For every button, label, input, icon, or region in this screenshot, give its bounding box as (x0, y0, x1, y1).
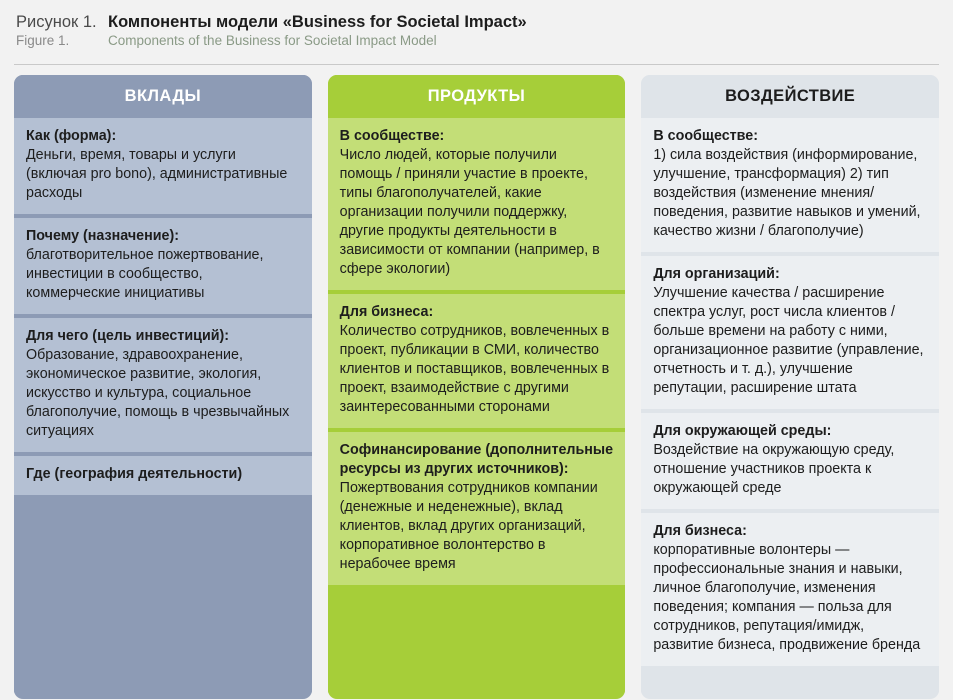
column-impact (641, 75, 939, 699)
cell-impact-organizations (641, 252, 939, 409)
cell-lead: Почему (назначение): (26, 227, 180, 244)
cell-lead: Для организаций: (653, 265, 780, 282)
cell-lead: Для чего (цель инвестиций): (26, 327, 230, 344)
column-header-outputs: ПРОДУКТЫ (328, 75, 626, 118)
column-inputs (14, 75, 312, 699)
caption-en-title: Components of the Business for Societal Impact Model (108, 32, 437, 48)
cell-body: Деньги, время, товары и услуги (включая pro bono), административные расходы (26, 146, 288, 201)
column-header-impact: ВОЗДЕЙСТВИЕ (641, 75, 939, 118)
caption-ru-label: Рисунок 1. (16, 13, 97, 31)
column-cells-inputs (14, 118, 312, 699)
column-cells-impact (641, 118, 939, 699)
cell-lead: Софинансирование (дополнительные ресурсы из других источников): (339, 441, 614, 477)
cell-lead: В сообществе: (339, 127, 445, 144)
column-outputs (328, 75, 626, 699)
cell-lead: Для бизнеса: (653, 522, 747, 539)
cell-outputs-business (328, 290, 626, 428)
cell-lead: Для бизнеса: (339, 303, 434, 320)
column-spacer (14, 495, 312, 693)
caption-english (16, 33, 939, 50)
cell-impact-community (641, 118, 939, 252)
cell-inputs-how (14, 118, 312, 214)
cell-inputs-purpose (14, 314, 312, 452)
cell-body: благотворительное пожертвование, инвестиции в сообщество, коммерческие инициативы (26, 246, 264, 301)
cell-lead: Как (форма): (26, 127, 117, 144)
figure-caption (14, 12, 939, 56)
cell-body: Число людей, которые получили помощь / приняли участие в проекте, типы благополучателей, какие организации получили поддержку, другие продукты деятельности в зависимости от компании (например, в сфере экологии) (339, 146, 600, 277)
cell-lead: Где (география деятельности) (26, 465, 243, 482)
cell-lead: В сообществе: (653, 127, 758, 144)
cell-body: Количество сотрудников, вовлеченных в проект, публикации в СМИ, количество клиентов и поставщиков, вовлеченных в проект, взаимодействие с другими заинтересованными сторонами (339, 322, 610, 415)
cell-impact-environment (641, 409, 939, 509)
caption-divider (14, 64, 939, 65)
cell-body: Образование, здравоохранение, экономическое развитие, экология, искусство и культура, социальное благополучие, помощь в чрезвычайных ситуациях (26, 346, 290, 439)
column-spacer (641, 666, 939, 693)
cell-outputs-community (328, 118, 626, 290)
cell-impact-business (641, 509, 939, 666)
cell-body: Улучшение качества / расширение спектра услуг, рост числа клиентов / больше времени на работу с ними, организационное развитие (управление, отчетность и т. д.), улучшение репутации, расширение штата (653, 284, 924, 396)
caption-ru-title: Компоненты модели «Business for Societal Impact» (108, 13, 527, 31)
caption-en-label: Figure 1. (16, 32, 70, 48)
column-header-inputs: ВКЛАДЫ (14, 75, 312, 118)
cell-inputs-where (14, 452, 312, 495)
cell-outputs-cofinancing (328, 428, 626, 585)
cell-lead: Для окружающей среды: (653, 422, 832, 439)
cell-body: 1) сила воздействия (информирование, улучшение, трансформация) 2) тип воздействия (изменение мнения/поведения, развитие навыков и умений, качество жизни / благополучие) (653, 146, 921, 239)
caption-russian (16, 12, 939, 33)
column-cells-outputs (328, 118, 626, 699)
cell-inputs-why (14, 214, 312, 314)
cell-body: Пожертвования сотрудников компании (денежные и неденежные), вклад клиентов, вклад других организаций, корпоративное волонтерство в нерабочее время (339, 479, 598, 572)
cell-body: корпоративные волонтеры — профессиональные знания и навыки, личное благополучие, изменения поведения; компания — польза для сотрудников, репутация/имидж, развитие бизнеса, продвижение бренда (653, 541, 921, 653)
model-columns (14, 75, 939, 699)
column-spacer (328, 585, 626, 693)
cell-body: Воздействие на окружающую среду, отношение участников проекта к окружающей среде (653, 441, 895, 496)
